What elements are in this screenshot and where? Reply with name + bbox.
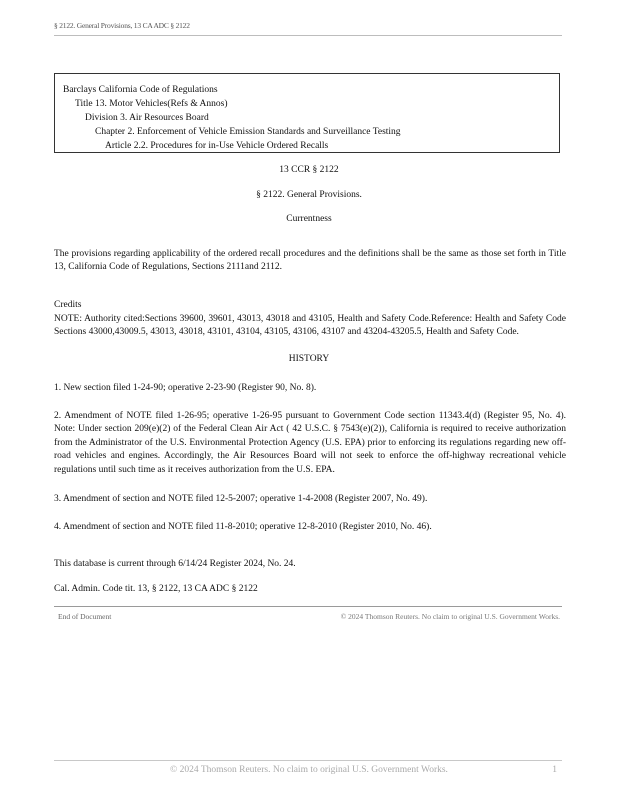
- citation-path-box: [54, 73, 560, 153]
- database-currency: This database is current through 6/14/24 Register 2024, No. 24.: [54, 559, 296, 569]
- credits-heading: Credits: [54, 300, 82, 310]
- end-of-document: End of Document: [58, 612, 112, 621]
- citation-title: Title 13. Motor Vehicles(Refs & Annos): [75, 99, 228, 110]
- citation-article: Article 2.2. Procedures for in-Use Vehicle Ordered Recalls: [105, 141, 329, 152]
- end-divider: [54, 606, 562, 607]
- history-item: 3. Amendment of section and NOTE filed 12-5-2007; operative 1-4-2008 (Register 2007, No. 49).: [54, 494, 428, 504]
- currentness-link[interactable]: Currentness: [286, 214, 332, 224]
- history-item: 4. Amendment of section and NOTE filed 11-8-2010; operative 12-8-2010 (Register 2010, No. 46).: [54, 522, 432, 532]
- section-cite: 13 CCR § 2122: [279, 165, 339, 175]
- running-head: § 2122. General Provisions, 13 CA ADC § 2122: [54, 21, 190, 30]
- history-heading: HISTORY: [288, 354, 330, 364]
- citation-chapter: Chapter 2. Enforcement of Vehicle Emission Standards and Surveillance Testing: [95, 127, 401, 138]
- footer-divider: [54, 760, 562, 761]
- history-item: 1. New section filed 1-24-90; operative 2-23-90 (Register 90, No. 8).: [54, 383, 317, 393]
- citation-division: Division 3. Air Resources Board: [85, 113, 209, 124]
- body-text: The provisions regarding applicability of the ordered recall procedures and the definitions shall be the same as those set forth in Title 13, California Code of Regulations, Sections 2111and 2112.: [54, 249, 566, 273]
- page-number: 1: [552, 765, 557, 775]
- footer-copyright: © 2024 Thomson Reuters. No claim to original U.S. Government Works.: [170, 765, 448, 775]
- history-item: 2. Amendment of NOTE filed 1-26-95; operative 1-26-95 pursuant to Government Code section 11343.4(d) (Register 95, No. 4). Note: Under section 209(e)(2) of the Federal Clean Air Act ( 42 U.S.C. § 7543(e)(2)), California is required to receive authorization from the Administrator of the U.S. Environmental Protection Agency (U.S. EPA) prior to enforcing its regulations regarding new off-road vehicles and engines. Accordingly, the Air Resources Board will not seek to enforce the off-highway recreational vehicle regulations until such time as it receives authorization from the U.S. EPA.: [54, 411, 566, 475]
- cite-as: Cal. Admin. Code tit. 13, § 2122, 13 CA ADC § 2122: [54, 584, 258, 594]
- citation-code-name: Barclays California Code of Regulations: [63, 85, 218, 95]
- section-title: § 2122. General Provisions.: [256, 190, 362, 200]
- credits-note: NOTE: Authority cited:Sections 39600, 39601, 43013, 43018 and 43105, Health and Safety Code.Reference: Health and Safety Code Sections 43000,43009.5, 43013, 43018, 43101, 43104, 43105, 43106, 43107 and 43204-43205.5, Health and Safety Code.: [54, 314, 566, 338]
- header-divider: [54, 35, 562, 36]
- copyright-notice: © 2024 Thomson Reuters. No claim to original U.S. Government Works.: [340, 612, 560, 621]
